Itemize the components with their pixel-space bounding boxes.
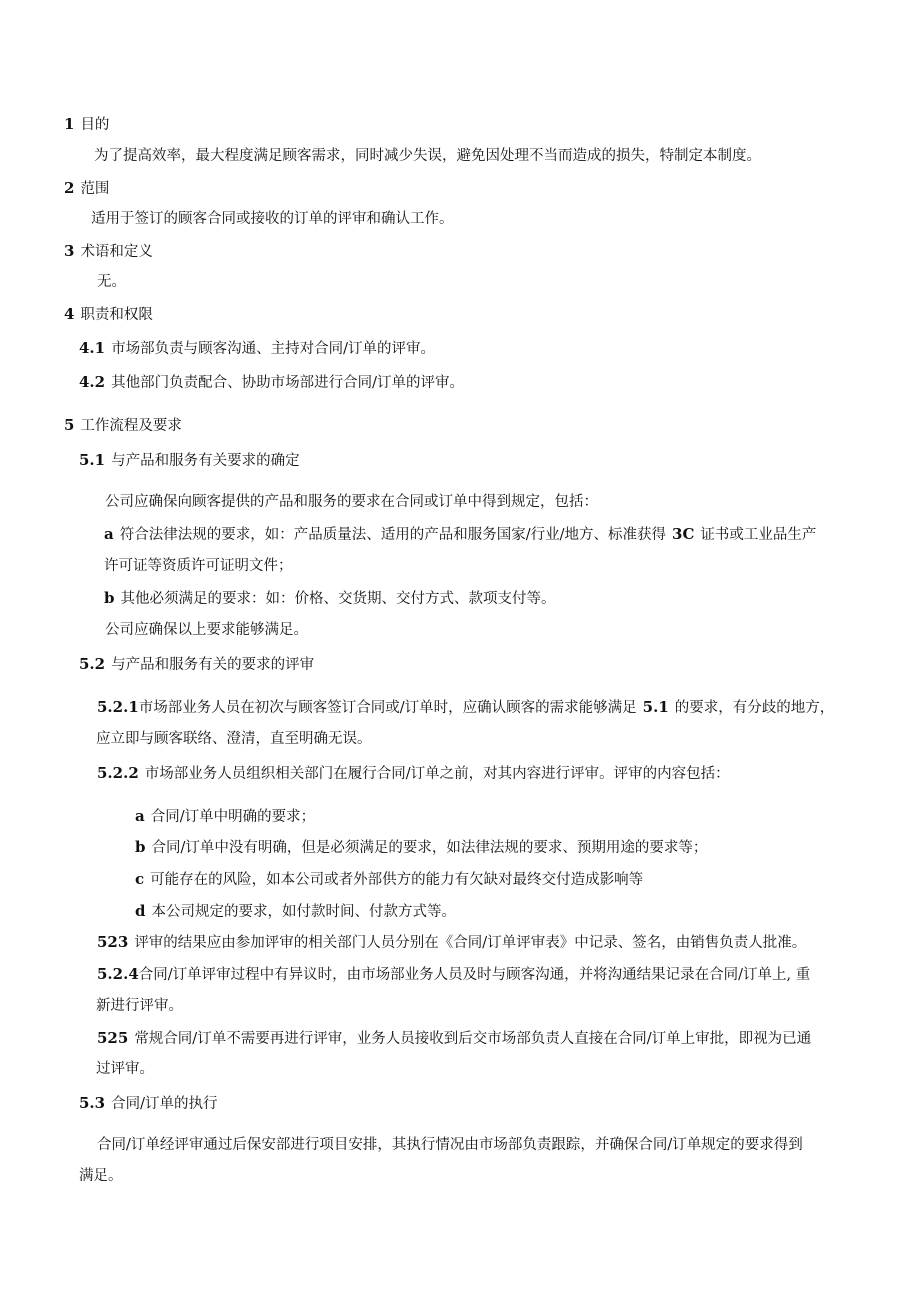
para-5-2-1: 5.2.1市场部业务人员在初次与顾客签订合同或/订单时，应确认顾客的需求能够满足 5.1 的要求，有分歧的地方， — [97, 698, 835, 716]
section-3-body: 无。 — [97, 274, 126, 290]
section-5-2-heading: 5.2 与产品和服务有关的要求的评审 — [79, 655, 315, 673]
section-4-heading: 4 职责和权限 — [64, 305, 153, 323]
para-5-2-3: 523 评审的结果应由参加评审的相关部门人员分别在《合同/订单评审表》中记录、签名，由销售负责人批准。 — [97, 933, 807, 951]
section-2-heading: 2 范围 — [64, 179, 110, 197]
para-5-2-2-item-a: a 合同/订单中明确的要求； — [135, 807, 316, 825]
para-5-2-4-cont: 新进行评审。 — [96, 998, 183, 1014]
section-5-1-item-a-cont: 许可证等资质许可证明文件； — [104, 558, 293, 574]
para-5-2-2-item-d: d 本公司规定的要求，如付款时间、付款方式等。 — [135, 902, 456, 920]
section-1-heading: 1 目的 — [64, 115, 110, 133]
section-5-3-body: 合同/订单经评审通过后保安部进行项目安排，其执行情况由市场部负责跟踪，并确保合同/订单规定的要求得到 — [97, 1137, 803, 1153]
section-5-1-intro: 公司应确保向顾客提供的产品和服务的要求在合同或订单中得到规定，包括： — [105, 494, 598, 510]
section-2-body: 适用于签订的顾客合同或接收的订单的评审和确认工作。 — [91, 211, 454, 227]
item-4-1: 4.1 市场部负责与顾客沟通、主持对合同/订单的评审。 — [79, 339, 435, 357]
section-5-1-item-b: b 其他必须满足的要求：如：价格、交货期、交付方式、款项支付等。 — [104, 589, 556, 607]
para-5-2-1-cont: 应立即与顾客联络、澄清，直至明确无误。 — [96, 731, 372, 747]
para-5-2-2-item-c: c 可能存在的风险，如本公司或者外部供方的能力有欠缺对最终交付造成影响等 — [135, 870, 644, 888]
section-5-3-heading: 5.3 合同/订单的执行 — [79, 1094, 218, 1112]
para-5-2-4: 5.2.4合同/订单评审过程中有异议时，由市场部业务人员及时与顾客沟通，并将沟通结果记录在合同/订单上, 重 — [97, 965, 811, 983]
section-5-heading: 5 工作流程及要求 — [64, 416, 182, 434]
para-5-2-2-item-b: b 合同/订单中没有明确，但是必须满足的要求，如法律法规的要求、预期用途的要求等； — [135, 838, 708, 856]
section-5-1-item-a: a 符合法律法规的要求，如：产品质量法、适用的产品和服务国家/行业/地方、标准获得 3C 证书或工业品生产 — [104, 525, 817, 543]
section-5-3-body-cont: 满足。 — [79, 1168, 123, 1184]
item-4-2: 4.2 其他部门负责配合、协助市场部进行合同/订单的评审。 — [79, 373, 464, 391]
para-5-2-5-cont: 过评审。 — [96, 1061, 154, 1077]
para-5-2-5: 525 常规合同/订单不需要再进行评审，业务人员接收到后交市场部负责人直接在合同/订单上审批，即视为已通 — [97, 1029, 812, 1047]
section-3-heading: 3 术语和定义 — [64, 242, 153, 260]
section-5-1-outro: 公司应确保以上要求能够满足。 — [105, 622, 308, 638]
para-5-2-2: 5.2.2 市场部业务人员组织相关部门在履行合同/订单之前，对其内容进行评审。评审的内容包括： — [97, 764, 730, 782]
section-5-1-heading: 5.1 与产品和服务有关要求的确定 — [79, 451, 300, 469]
section-1-body: 为了提高效率，最大程度满足顾客需求，同时减少失误，避免因处理不当而造成的损失，特制定本制度。 — [94, 148, 761, 164]
